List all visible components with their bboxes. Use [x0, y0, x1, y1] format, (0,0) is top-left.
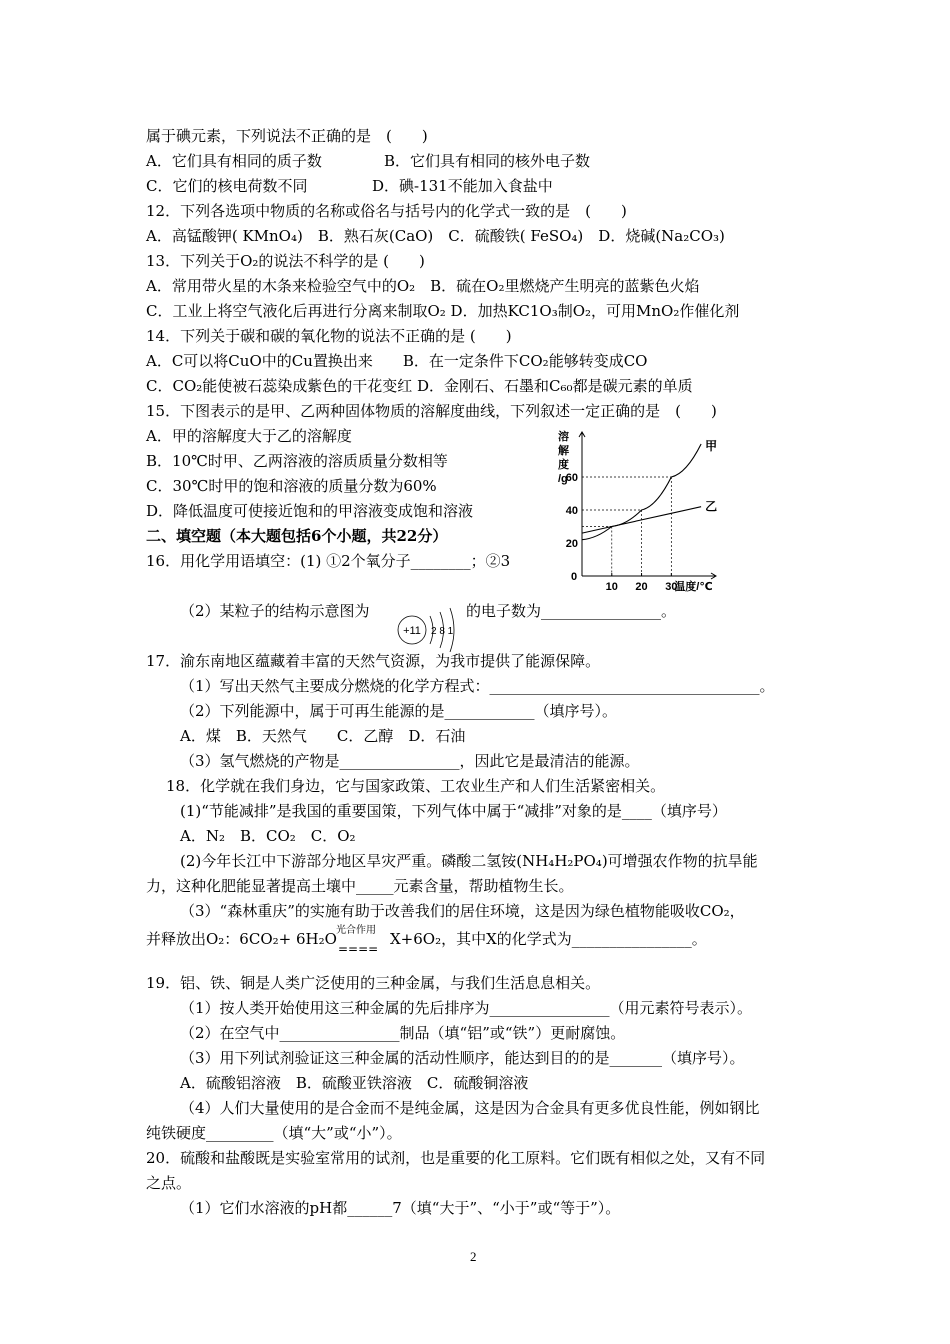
y-tick-label: 60	[565, 472, 578, 484]
q19-part3-options: A．硫酸铝溶液 B．硫酸亚铁溶液 C．硫酸铜溶液	[180, 1074, 529, 1092]
q11-option-c: C．它们的核电荷数不同	[146, 177, 308, 195]
series-label-1: 甲	[705, 439, 718, 453]
reaction-condition: 光合作用	[336, 925, 376, 936]
q14-options-cd: C．CO₂能使被石蕊染成紫色的干花变红 D．金刚石、石墨和C₆₀都是碳元素的单质	[146, 377, 693, 395]
q19-part4-line2: 纯铁硬度_________（填“大”或“小”）。	[146, 1124, 402, 1142]
q13-options-cd: C．工业上将空气液化后再进行分离来制取O₂ D．加热KC1O₃制O₂，可用MnO₂作催化剂	[146, 302, 740, 320]
q15-option-a: A．甲的溶解度大于乙的溶解度	[146, 427, 352, 445]
x-tick-label: 10	[605, 581, 618, 593]
q12-options: A．高锰酸钾( KMnO₄) B．熟石灰(CaO) C．硫酸铁( FeSO₄) D．烧碱(Na₂CO₃)	[146, 227, 725, 245]
q17-part3: （3）氢气燃烧的产物是________________，因此它是最清洁的能源。	[180, 752, 640, 770]
q19-stem: 19．铝、铁、铜是人类广泛使用的三种金属，与我们生活息息相关。	[146, 974, 601, 992]
q14-stem: 14．下列关于碳和碳的氧化物的说法不正确的是 ( )	[146, 327, 512, 345]
q17-stem: 17．渝东南地区蕴藏着丰富的天然气资源，为我市提供了能源保障。	[146, 652, 601, 670]
q20-part1: （1）它们水溶液的pH都______7（填“大于”、“小于”或“等于”）。	[180, 1199, 621, 1217]
x-tick-label: 20	[635, 581, 648, 593]
q16-part2-b: 的电子数为________________。	[466, 602, 677, 620]
q18-part3-equation-right: X+6O₂，其中X的化学式为________________。	[390, 930, 707, 948]
q19-part1: （1）按人类开始使用这三种金属的先后排序为________________（用元素符号表示）。	[180, 999, 753, 1017]
q18-stem: 18．化学就在我们身边，它与国家政策、工农业生产和人们生活紧密相关。	[166, 777, 666, 795]
atom-structure-diagram	[386, 596, 466, 652]
q15-option-c: C．30℃时甲的饱和溶液的质量分数为60%	[146, 477, 437, 495]
q19-part2: （2）在空气中________________制品（填“铝”或“铁”）更耐腐蚀。	[180, 1024, 626, 1042]
q13-stem: 13．下列关于O₂的说法不科学的是 ( )	[146, 252, 425, 270]
q17-part1: （1）写出天然气主要成分燃烧的化学方程式：____________________________________。	[180, 677, 775, 695]
y-axis-label-char: 解	[558, 445, 569, 457]
reaction-equals-sign: ====	[338, 942, 379, 956]
x-axis-label: 温度/℃	[674, 581, 713, 593]
q18-part2-line1: (2)今年长江中下游部分地区旱灾严重。磷酸二氢铵(NH₄H₂PO₄)可增强农作物的抗旱能	[180, 852, 758, 870]
section-heading: 二、填空题（本大题包括6个小题，共22分）	[146, 527, 448, 545]
q20-stem-line1: 20．硫酸和盐酸既是实验室常用的试剂，也是重要的化工原料。它们既有相似之处，又有不同	[146, 1149, 766, 1167]
q15-option-d: D．降低温度可使接近饱和的甲溶液变成饱和溶液	[146, 502, 474, 520]
q19-part3: （3）用下列试剂验证这三种金属的活动性顺序，能达到目的的是_______（填序号）。	[180, 1049, 745, 1067]
q12-stem: 12．下列各选项中物质的名称或俗名与括号内的化学式一致的是 ( )	[146, 202, 627, 220]
q13-options-ab: A．常用带火星的木条来检验空气中的O₂ B．硫在O₂里燃烧产生明亮的蓝紫色火焰	[146, 277, 700, 295]
solubility-chart	[556, 426, 731, 594]
nucleus-charge-label: +11	[403, 625, 421, 637]
q16-stem: 16．用化学用语填空：(1) ①2个氧分子________；②3	[146, 552, 511, 570]
y-axis-label-char: 度	[558, 459, 569, 471]
q18-part2-line2: 力，这种化肥能显著提高土壤中_____元素含量，帮助植物生长。	[146, 877, 574, 895]
y-axis-label-char: /g	[558, 473, 568, 485]
page-number: 2	[470, 1249, 477, 1264]
y-tick-label: 40	[565, 505, 578, 517]
q18-part3-line1: （3）“森林重庆”的实施有助于改善我们的居住环境，这是因为绿色植物能吸收CO₂，	[180, 902, 745, 920]
q20-stem-line2: 之点。	[146, 1174, 192, 1192]
q16-part2-a: （2）某粒子的结构示意图为	[180, 602, 370, 620]
q11-option-b: B．它们具有相同的核外电子数	[384, 152, 591, 170]
q18-part1: (1)“节能减排”是我国的重要国策，下列气体中属于“减排”对象的是____（填序号）	[180, 802, 727, 820]
x-tick-label: 30	[665, 581, 678, 593]
q14-options-ab: A．C可以将CuO中的Cu置换出来 B．在一定条件下CO₂能够转变成CO	[146, 352, 648, 370]
electron-shell-labels: 2 8 1	[431, 626, 454, 637]
q18-part3-equation-left: 并释放出O₂：6CO₂+ 6H₂O	[146, 930, 337, 948]
q19-part4-line1: （4）人们大量使用的是合金而不是纯金属，这是因为合金具有更多优良性能，例如钢比	[180, 1099, 760, 1117]
series-curve-1	[582, 444, 701, 540]
q11-option-a: A．它们具有相同的质子数	[146, 152, 322, 170]
y-tick-label: 20	[565, 538, 578, 550]
q11-stem: 属于碘元素，下列说法不正确的是 ( )	[146, 127, 428, 145]
y-axis-label-char: 溶	[558, 431, 569, 443]
q15-stem: 15．下图表示的是甲、乙两种固体物质的溶解度曲线，下列叙述一定正确的是 ( )	[146, 402, 717, 420]
q11-option-d: D．碘-131不能加入食盐中	[372, 177, 553, 195]
q18-part1-options: A．N₂ B．CO₂ C．O₂	[180, 827, 356, 845]
series-label-2: 乙	[705, 499, 718, 514]
q17-part2: （2）下列能源中，属于可再生能源的是____________（填序号）。	[180, 702, 618, 720]
origin-label: 0	[571, 571, 578, 583]
q17-part2-options: A．煤 B．天然气 C．乙醇 D．石油	[180, 727, 466, 745]
q15-option-b: B．10℃时甲、乙两溶液的溶质质量分数相等	[146, 452, 448, 470]
